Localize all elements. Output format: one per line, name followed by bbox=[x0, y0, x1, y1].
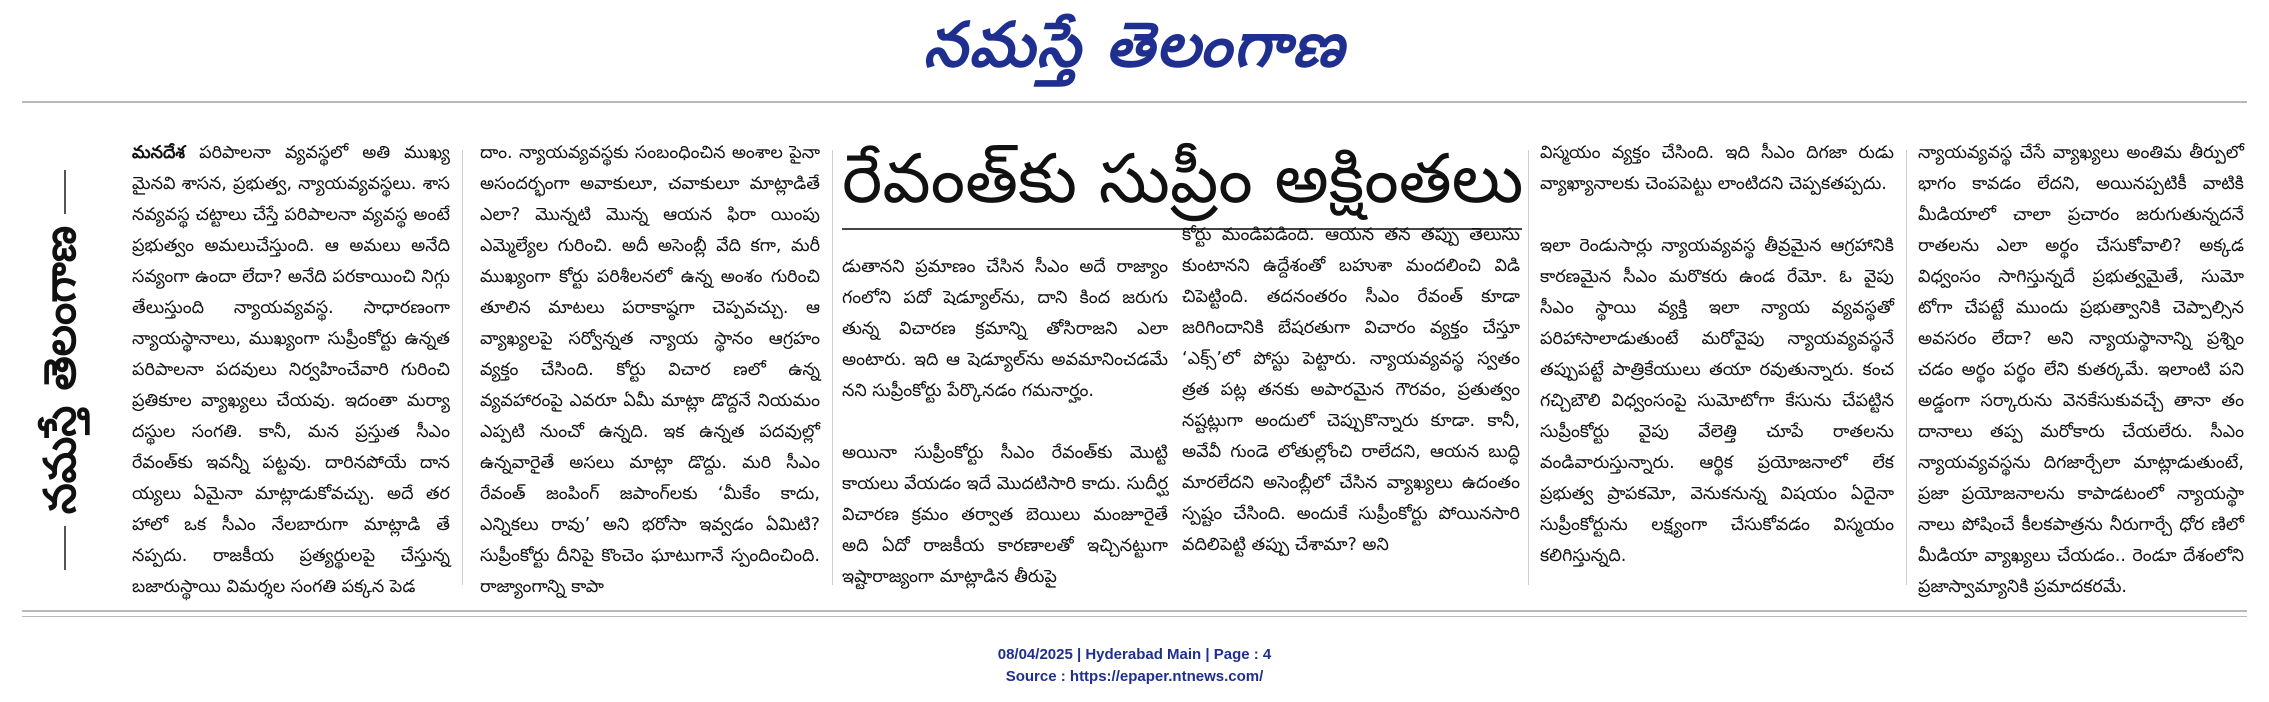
paragraph: అయినా సుప్రీంకోర్టు సీఎం రేవంత్‌కు మొట్టి కాయలు వేయడం ఇదే మొదటిసారి కాదు. సుదీర్ఘ విచారణ క్రమం తర్వాత బెయిలు మంజూరైతే అది ఏదో రాజకీయ కారణాలతో ఇచ్చినట్టుగా ఇష్టారాజ్యంగా మాట్లాడిన తీరుపై bbox=[842, 443, 1168, 587]
vertical-logo bbox=[36, 160, 96, 580]
logo-divider-bottom bbox=[64, 526, 66, 570]
paragraph: ఇలా రెండుసార్లు న్యాయవ్యవస్థ తీవ్రమైన ఆగ్రహానికి కారణమైన సీఎం మరొకరు ఉండ రేమో. ఓ వైపు సీఎం స్థాయి వ్యక్తి ఇలా న్యాయ వ్యవస్థతో పరిహాసాలాడుతుంటే మరోవైపు న్యాయవ్యవస్థనే తప్పుపట్టే పాత్రికేయులు తయా రవుతున్నారు. కంచ గచ్చిబౌలి విధ్వంసంపై సుమోటోగా కేసును చేపట్టిన సుప్రీంకోర్టు వైపు వేలెత్తి చూపే రాతలను వండివారుస్తున్నారు. ఆర్థిక ప్రయోజనాలో లేక ప్రభుత్వ ప్రాపకమో, వెనుకనున్న విషయం ఏదైనా సుప్రీంకోర్టును లక్ష్యంగా చేసుకోవడం విస్మయం కలిగిస్తున్నది. bbox=[1540, 236, 1894, 566]
footer-source: Source : https://epaper.ntnews.com/ bbox=[1005, 668, 1264, 685]
article-column-6 bbox=[1918, 138, 2244, 603]
bottom-rule-2 bbox=[22, 616, 2247, 617]
paragraph: డుతానని ప్రమాణం చేసిన సీఎం అదే రాజ్యాం గంలోని పదో షెడ్యూల్‌ను, దాని కింద జరుగు తున్న విచారణ క్రమాన్ని తోసిరాజని ఎలా అంటారు. ఇది ఆ షెడ్యూల్‌ను అవమానించడమే నని సుప్రీంకోర్టు పేర్కొనడం గమనార్హం. bbox=[842, 257, 1168, 401]
article-column-1 bbox=[132, 138, 450, 603]
article-column-2 bbox=[480, 138, 820, 603]
paragraph: దాం. న్యాయవ్యవస్థకు సంబంధించిన అంశాల పైనా అసందర్భంగా అవాకులూ, చవాకులూ మాట్లాడితే ఎలా? మొన్నటి మొన్న ఆయన ఫిరా యింపు ఎమ్మెల్యేల గురించి. అదీ అసెంబ్లీ వేది కగా, మరీ ముఖ్యంగా కోర్టు పరిశీలనలో ఉన్న అంశం గురించి తూలిన మాటలు పరాకాష్ఠగా చెప్పవచ్చు. ఆ వ్యాఖ్యలపై సర్వోన్నత న్యాయ స్థానం ఆగ్రహం వ్యక్తం చేసింది. కోర్టు విచార ణలో ఉన్న వ్యవహారంపై ఎవరూ ఏమీ మాట్లా డొద్దనే నియమం ఎప్పటి నుంచో ఉన్నది. ఇక ఉన్నత పదవుల్లో ఉన్నవారైతే అసలు మాట్లా డొద్దు. మరి సీఎం రేవంత్ జంపింగ్ జపాంగ్‌లకు ‘మీకేం కాదు, ఎన్నికలు రావు’ అని భరోసా ఇవ్వడం ఏమిటి? సుప్రీంకోర్టు దీనిపై కొంచెం ఘాటుగానే స్పందించింది. రాజ్యాంగాన్ని కాపా bbox=[480, 143, 820, 597]
lead-word: మనదేశ bbox=[132, 143, 186, 163]
paragraph: న్యాయవ్యవస్థ చేసే వ్యాఖ్యలు అంతిమ తీర్పులో భాగం కావడం లేదని, అయినప్పటికీ వాటికి మీడియాలో చాలా ప్రచారం జరుగుతున్నదనే రాతలను ఎలా అర్థం చేసుకోవాలి? అక్కడ విధ్వంసం సాగిస్తున్నదే ప్రభుత్వమైతే, సుమో టోగా చేపట్టే ముందు ప్రభుత్వానికి చెప్పాల్సిన అవసరం లేదా? అని న్యాయస్థానాన్ని ప్రశ్నిం చడం అర్థం పర్థం లేని కుతర్కమే. ఇలాంటి పని అడ్డంగా సర్కారును వెనకేసుకువచ్చే తానా తం దానాలు తప్ప మరోకారు చేయలేరు. సీఎం న్యాయవ్యవస్థను దిగజార్చేలా మాట్లాడుతుంటే, ప్రజా ప్రయోజనాలను కాపాడటంలో న్యాయస్థా నాలు పోషించే కీలకపాత్రను నీరుగార్చే ధోర ణిలో మీడియా వ్యాఖ్యలు చేయడం.. రెండూ దేశంలోని ప్రజాస్వామ్యానికి ప్రమాదకరమే. bbox=[1918, 143, 2244, 597]
footer-meta: 08/04/2025 | Hyderabad Main | Page : 4 bbox=[997, 646, 1272, 663]
masthead-title: నమస్తే తెలంగాణ bbox=[923, 8, 1346, 81]
column-divider bbox=[1528, 150, 1529, 585]
top-rule bbox=[22, 101, 2247, 103]
vertical-logo-text: నమస్తే తెలంగాణ bbox=[35, 225, 86, 515]
column-divider bbox=[1906, 150, 1907, 585]
headline: రేవంత్‌కు సుప్రీం అక్షింతలు bbox=[842, 140, 1524, 219]
article-column-5 bbox=[1540, 138, 1894, 572]
article-column-4 bbox=[1182, 220, 1520, 561]
paragraph bbox=[132, 138, 450, 603]
bottom-rule-1 bbox=[22, 610, 2247, 612]
column-divider bbox=[462, 150, 463, 585]
logo-divider-top bbox=[64, 170, 66, 214]
column-divider bbox=[832, 150, 833, 585]
paragraph: కోర్టు మండిపడింది. ఆయన తన తప్పు తెలుసు కుంటానని ఉద్దేశంతో బహుశా మందలించి విడి చిపెట్టింది. తదనంతరం సీఎం రేవంత్ కూడా జరిగిందానికి బేషరతుగా విచారం వ్యక్తం చేస్తూ ‘ఎక్స్’లో పోస్టు పెట్టారు. న్యాయవ్యవస్థ స్వతం త్రత పట్ల తనకు అపారమైన గౌరవం, ప్రతుత్వం నష్టట్లుగా అందులో చెప్పుకొన్నారు కూడా. కానీ, అవేవీ గుండె లోతుల్లోంచి రాలేదని, ఆయన బుద్ధి మారలేదని అసెంబ్లీలో చేసిన వ్యాఖ్యలు ఉదంతం స్పష్టం చేసింది. అందుకే సుప్రీంకోర్టు పోయినసారి వదిలిపెట్టి తప్పు చేశామా? అని bbox=[1182, 225, 1520, 555]
paragraph-text: పరిపాలనా వ్యవస్థలో అతి ముఖ్య మైనవి శాసన, ప్రభుత్వ, న్యాయవ్యవస్థలు. శాస నవ్యవస్థ చట్టాలు చేస్తే పరిపాలనా వ్యవస్థ అంటే ప్రభుత్వం అమలుచేస్తుంది. ఆ అమలు అనేది సవ్యంగా ఉందా లేదా? అనేది పరకాయించి నిగ్గు తేలుస్తుంది న్యాయవ్యవస్థ. సాధారణంగా న్యాయస్థానాలు, ముఖ్యంగా సుప్రీంకోర్టు ఉన్నత పరిపాలనా పదవులు నిర్వహించేవారి గురించి ప్రతికూల వ్యాఖ్యలు చేయవు. ఇదంతా మర్యా దస్థుల సంగతి. కానీ, మన ప్రస్తుత సీఎం రేవంత్‌కు ఇవన్నీ పట్టవు. దారినపోయే దాన య్యలు ఏమైనా మాట్లాడుకోవచ్చు. అదే తర హాలో ఒక సీఎం నేలబారుగా మాట్లాడి తే నప్పదు. రాజకీయ ప్రత్యర్థులపై చేస్తున్న బజారుస్థాయి విమర్శల సంగతి పక్కన పెడ bbox=[132, 143, 450, 597]
paragraph: విస్మయం వ్యక్తం చేసింది. ఇది సీఎం దిగజా రుడు వ్యాఖ్యానాలకు చెంపపెట్టు లాంటిదని చెప్పకతప్పదు. bbox=[1540, 143, 1894, 194]
article-column-3 bbox=[842, 252, 1168, 593]
masthead bbox=[0, 0, 2269, 100]
